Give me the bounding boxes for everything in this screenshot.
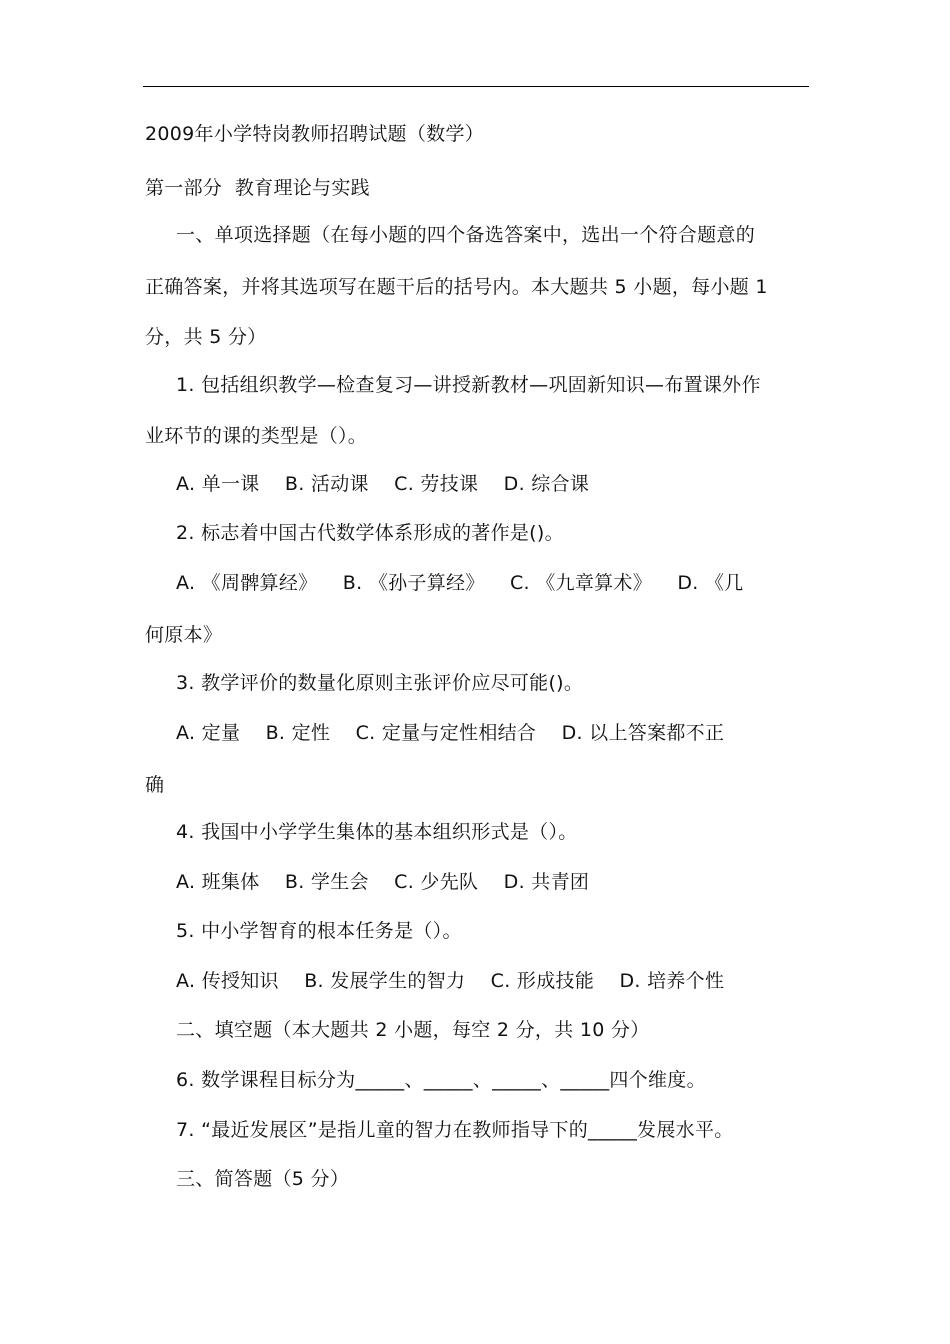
question-4-options: A. 班集体 B. 学生会 C. 少先队 D. 共青团 (176, 871, 590, 893)
question-1: 1. 包括组织教学—检查复习—讲授新教材—巩固新知识—布置课外作 (176, 374, 761, 396)
question-3-options-cont: 确 (145, 774, 165, 796)
question-2: 2. 标志着中国古代数学体系形成的著作是()。 (176, 522, 564, 544)
section1-heading-cont: 分，共 5 分） (145, 326, 267, 348)
question-5: 5. 中小学智育的根本任务是（）。 (176, 920, 462, 942)
question-2-options: A. 《周髀算经》 B. 《孙子算经》 C. 《九章算术》 D. 《几 (176, 572, 744, 594)
part-heading: 第一部分 教育理论与实践 (145, 177, 370, 199)
question-2-options-cont: 何原本》 (145, 624, 223, 646)
document-title: 2009年小学特岗教师招聘试题（数学） (145, 123, 485, 145)
question-1-cont: 业环节的课的类型是（）。 (145, 425, 368, 447)
header-rule (143, 86, 809, 87)
question-4: 4. 我国中小学学生集体的基本组织形式是（）。 (176, 821, 578, 843)
section2-heading: 二、填空题（本大题共 2 小题，每空 2 分，共 10 分） (176, 1019, 650, 1041)
question-7: 7. “最近发展区”是指儿童的智力在教师指导下的_____发展水平。 (176, 1119, 734, 1141)
question-3: 3. 教学评价的数量化原则主张评价应尽可能()。 (176, 672, 584, 694)
question-1-options: A. 单一课 B. 活动课 C. 劳技课 D. 综合课 (176, 473, 590, 495)
section3-heading: 三、简答题（5 分） (176, 1168, 350, 1190)
section1-heading: 一、单项选择题（在每小题的四个备选答案中，选出一个符合题意的 (176, 224, 756, 246)
question-3-options: A. 定量 B. 定性 C. 定量与定性相结合 D. 以上答案都不正 (176, 722, 725, 744)
question-6: 6. 数学课程目标分为_____、_____、_____、_____四个维度。 (176, 1069, 706, 1091)
question-5-options: A. 传授知识 B. 发展学生的智力 C. 形成技能 D. 培养个性 (176, 970, 725, 992)
section1-heading-cont: 正确答案，并将其选项写在题干后的括号内。本大题共 5 小题，每小题 1 (145, 276, 768, 298)
